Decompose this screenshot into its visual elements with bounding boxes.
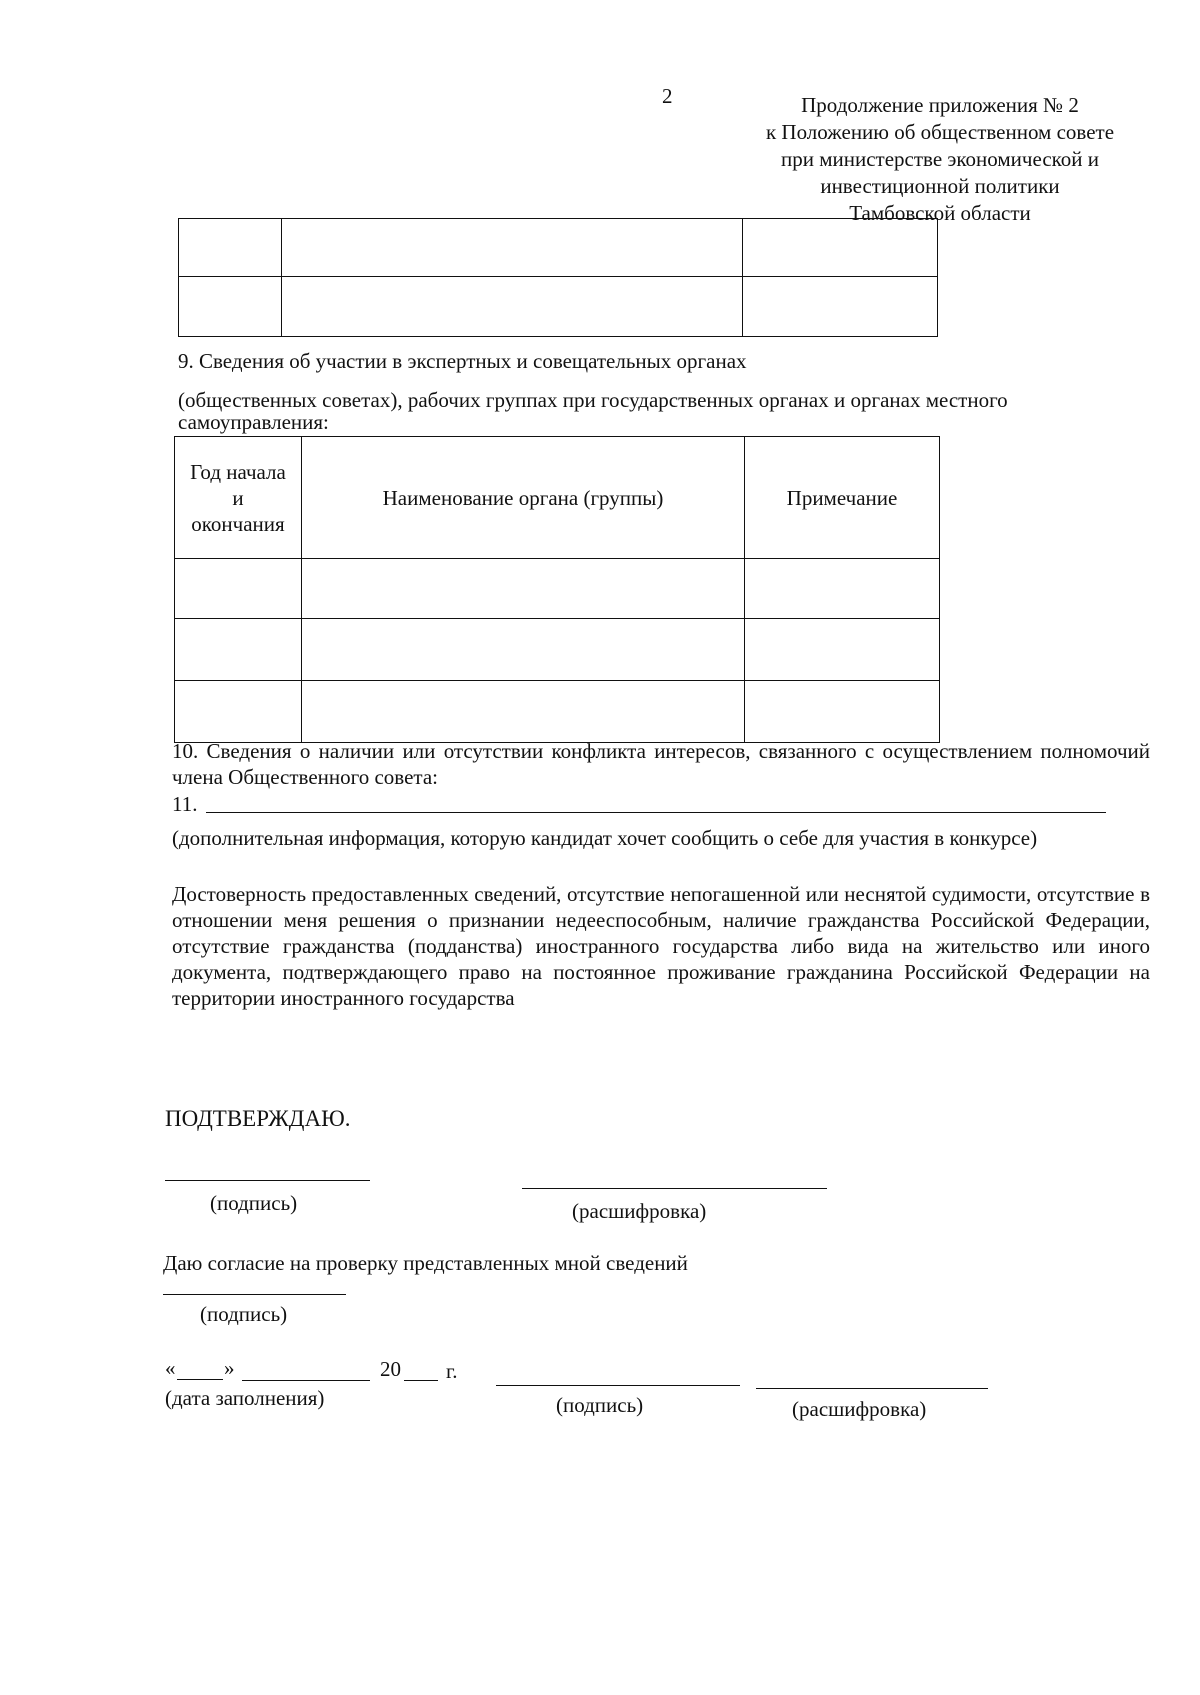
date-label: (дата заполнения)	[165, 1386, 325, 1410]
table-cell[interactable]	[175, 559, 302, 619]
table-row	[175, 681, 940, 743]
section-9-title: 9. Сведения об участии в экспертных и совещательных органах	[178, 349, 747, 373]
section-10-text: 10. Сведения о наличии или отсутствии конфликта интересов, связанного с осуществлением полномочий члена Общественного совета:	[172, 739, 1150, 789]
table-row	[175, 619, 940, 681]
section-9-line-3: самоуправления:	[178, 410, 329, 434]
table-cell[interactable]	[179, 219, 282, 277]
table-cell[interactable]	[175, 619, 302, 681]
declaration-text: Достоверность предоставленных сведений, отсутствие непогашенной или неснятой судимости, отсутствие в отношении меня решения о признании недееспособным, наличие гражданства Российской Федерации, отсутствие гражданства (подданства) иностранного государства либо вида на жительство или иного документа, подтверждающего право на постоянное проживание гражданина Российской Федерации на территории иностранного государства	[172, 882, 1150, 1010]
date-quote-close: »	[224, 1356, 235, 1380]
signature-line[interactable]	[165, 1180, 370, 1181]
section-11-note: (дополнительная информация, которую кандидат хочет сообщить о себе для участия в конкурсе)	[172, 826, 1038, 850]
final-signature-line[interactable]	[496, 1385, 740, 1386]
header-note: Примечание	[745, 437, 940, 559]
consent-signature-line[interactable]	[163, 1294, 346, 1295]
table-cell[interactable]	[745, 619, 940, 681]
table-cell[interactable]	[743, 219, 938, 277]
table-cell[interactable]	[282, 219, 743, 277]
consent-text: Даю согласие на проверку представленных мной сведений	[163, 1251, 688, 1275]
table-row	[179, 277, 938, 337]
section-11-number: 11.	[172, 792, 198, 816]
date-month-line[interactable]	[242, 1380, 370, 1381]
final-decoding-line[interactable]	[756, 1388, 988, 1389]
table-cell[interactable]	[282, 277, 743, 337]
header-line-4: инвестиционной политики	[820, 174, 1060, 198]
header-line-1: Продолжение приложения № 2	[801, 93, 1079, 117]
table-row	[175, 559, 940, 619]
header-line-3: при министерстве экономической и	[780, 147, 1099, 171]
section-9-line-2: (общественных советах), рабочих группах при государственных органах и органах местного	[178, 388, 1008, 412]
consent-signature-label: (подпись)	[200, 1302, 288, 1326]
table-row	[179, 219, 938, 277]
decoding-line[interactable]	[522, 1188, 827, 1189]
expert-bodies-table	[174, 436, 940, 743]
table-cell[interactable]	[302, 559, 745, 619]
header-body-name: Наименование органа (группы)	[302, 437, 745, 559]
table-cell[interactable]	[743, 277, 938, 337]
page-number: 2	[662, 84, 673, 108]
date-day-line[interactable]	[177, 1379, 223, 1380]
appendix-header	[730, 92, 1150, 227]
decoding-label: (расшифровка)	[572, 1199, 707, 1223]
header-line-5: Тамбовской области	[849, 201, 1031, 225]
table-cell[interactable]	[179, 277, 282, 337]
date-quote-open: «	[165, 1356, 176, 1380]
header-year-range: Год начала и окончания	[175, 437, 302, 559]
continuation-table	[178, 218, 938, 337]
header-line-2: к Положению об общественном совете	[765, 120, 1115, 144]
date-year-line[interactable]	[404, 1380, 438, 1381]
confirm-heading: ПОДТВЕРЖДАЮ.	[165, 1106, 351, 1131]
final-signature-label: (подпись)	[556, 1393, 644, 1417]
table-cell[interactable]	[745, 559, 940, 619]
signature-label: (подпись)	[210, 1191, 298, 1215]
table-cell[interactable]	[302, 619, 745, 681]
table-header-row	[175, 437, 940, 559]
table-cell[interactable]	[175, 681, 302, 743]
date-year-prefix: 20	[380, 1357, 401, 1381]
final-decoding-label: (расшифровка)	[792, 1397, 927, 1421]
table-cell[interactable]	[745, 681, 940, 743]
date-year-suffix: г.	[446, 1359, 458, 1383]
section-11-input-line[interactable]	[206, 812, 1106, 813]
table-cell[interactable]	[302, 681, 745, 743]
